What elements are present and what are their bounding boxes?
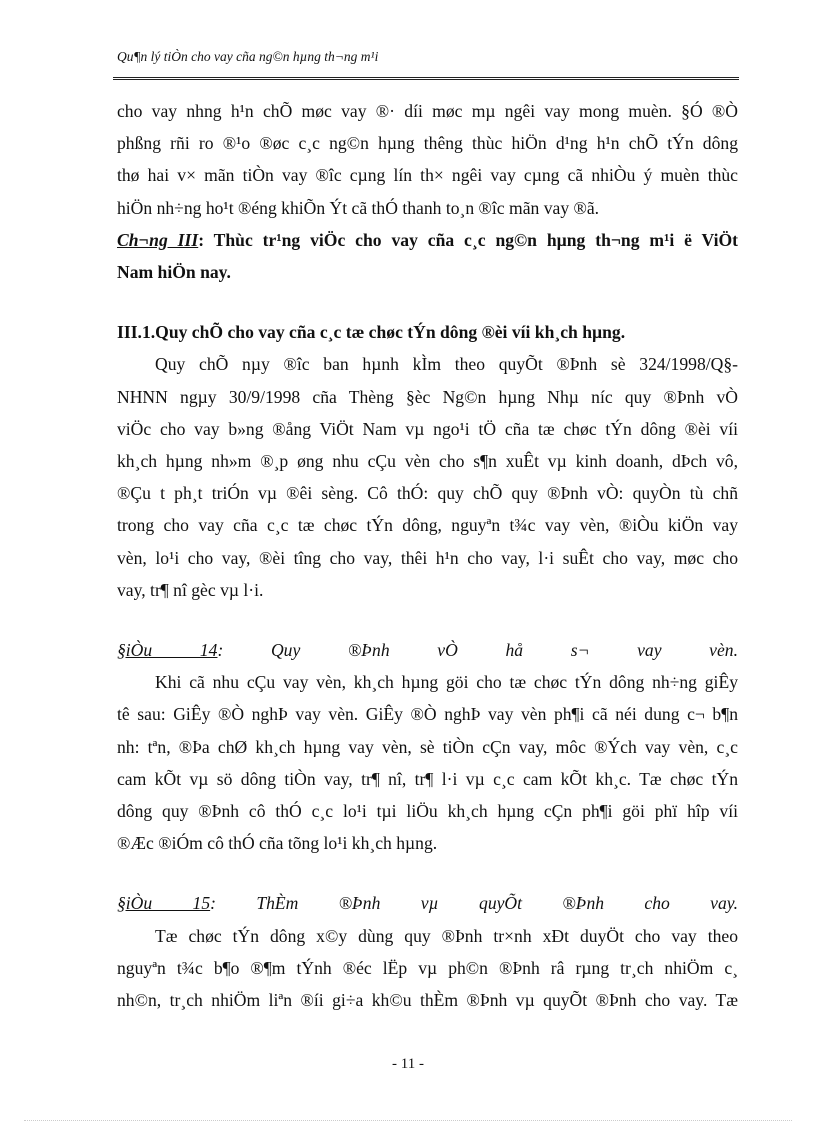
- article-15-number: §iÒu 15: [117, 893, 211, 914]
- article-14-heading: [117, 634, 738, 666]
- page-bottom-border: [24, 1120, 792, 1121]
- section-heading: III.1.Quy chÕ cho vay cña c¸c tæ chøc tÝn dông ®èi víi kh¸ch hµng.: [117, 322, 626, 343]
- chapter-title-cont: Nam hiÖn nay.: [117, 262, 231, 283]
- running-header: Qu¶n lý tiÒn cho vay cña ng©n hµng th¬ng m¹i: [117, 49, 379, 64]
- text-line: kh¸ch hµng nh»m ®¸p øng nhu cÇu vèn cho s¶n xuÊt vµ kinh doanh, dÞch vô,: [117, 451, 738, 472]
- text-line: tê sau: GiÊy ®Ò nghÞ vay vèn. GiÊy ®Ò nghÞ vay vèn ph¶i cã néi dung c¬ b¶n: [117, 704, 738, 725]
- header-divider: [113, 77, 739, 80]
- spacer: [117, 606, 738, 634]
- chapter-label: Ch¬ng III: [117, 229, 199, 250]
- text-line: phßng rñi ro ®¹o ®øc c¸c ng©n hµng thêng thùc hiÖn d¹ng h¹n chÕ tÝn dông: [117, 133, 738, 154]
- spacer: [117, 288, 738, 316]
- article-15-heading: [117, 887, 738, 919]
- text-line: cho vay nhng h¹n chÕ møc vay ®· díi møc mµ ngêi vay mong muèn. §Ó ®Ò: [117, 101, 738, 121]
- article-15-title: : ThÈm ®Þnh vµ quyÕt ®Þnh cho vay.: [210, 893, 738, 914]
- text-line: dông quy ®Þnh cô thÓ c¸c lo¹i tµi liÖu kh¸ch hµng cÇn ph¶i göi phï hîp víi: [117, 801, 738, 822]
- text-line: trong cho vay cña c¸c tæ chøc tÝn dông, nguyªn t¾c vay vèn, ®iÒu kiÖn vay: [117, 515, 738, 536]
- text-line: nh©n, tr¸ch nhiÖm liªn ®íi gi÷a kh©u thÈm ®Þnh vµ quyÕt ®Þnh cho vay. Tæ: [117, 990, 738, 1011]
- page-body: [117, 95, 738, 1016]
- text-line: Tæ chøc tÝn dông x©y dùng quy ®Þnh tr×nh xÐt duyÖt cho vay theo: [155, 925, 738, 946]
- text-line: hiÖn nh÷ng ho¹t ®éng khiÕn Ýt cã thÓ thanh to¸n ®îc mãn vay ®ã.: [117, 197, 600, 218]
- article-14-title: : Quy ®Þnh vÒ hå s¬ vay vèn.: [217, 640, 738, 661]
- text-line: thø hai v× mãn tiÒn vay ®îc cµng lín th× ngêi vay cµng cã nhiÒu ý muèn thùc: [117, 165, 738, 186]
- chapter-title: : Thùc tr¹ng viÖc cho vay cña c¸c ng©n hµng th¬ng m¹i ë ViÖt: [198, 229, 739, 250]
- text-line: cam kÕt vµ sö dông tiÒn vay, tr¶ nî, tr¶ l·i vµ c¸c cam kÕt kh¸c. Tæ chøc tÝn: [117, 768, 738, 789]
- page-number: - 11 -: [392, 1056, 424, 1072]
- text-line: vay, tr¶ nî gèc vµ l·i.: [117, 579, 264, 600]
- text-line: NHNN ngµy 30/9/1998 cña Thèng §èc Ng©n hµng Nhµ níc quy ®Þnh vÒ: [117, 386, 738, 407]
- text-line: nguyªn t¾c b¶o ®¶m tÝnh ®éc lËp vµ ph©n ®Þnh râ rµng tr¸ch nhiÖm c¸: [117, 957, 738, 978]
- text-line: Quy chÕ nµy ®îc ban hµnh kÌm theo quyÕt ®Þnh sè 324/1998/Q§-: [155, 354, 738, 375]
- text-line: ®Çu t ph¸t triÓn vµ ®êi sèng. Cô thÓ: quy chÕ quy ®Þnh vÒ: quyÒn tù chñ: [117, 483, 738, 504]
- article-14-number: §iÒu 14: [117, 640, 218, 661]
- text-line: Khi cã nhu cÇu vay vèn, kh¸ch hµng göi cho tæ chøc tÝn dông nh÷ng giÊy: [155, 672, 738, 693]
- text-line: nh: tªn, ®Þa chØ kh¸ch hµng vay vèn, sè tiÒn cÇn vay, môc ®Ých vay vèn, c¸c: [117, 736, 738, 757]
- text-line: ®Æc ®iÓm cô thÓ cña tõng lo¹i kh¸ch hµng.: [117, 833, 438, 854]
- text-line: viÖc cho vay b»ng ®ång ViÖt Nam vµ ngo¹i tÖ cña tæ chøc tÝn dông ®èi víi: [117, 418, 738, 439]
- chapter-heading: [117, 224, 738, 256]
- text-line: vèn, lo¹i cho vay, ®èi tîng cho vay, thêi h¹n cho vay, l·i suÊt cho vay, møc cho: [117, 547, 738, 568]
- spacer: [117, 859, 738, 887]
